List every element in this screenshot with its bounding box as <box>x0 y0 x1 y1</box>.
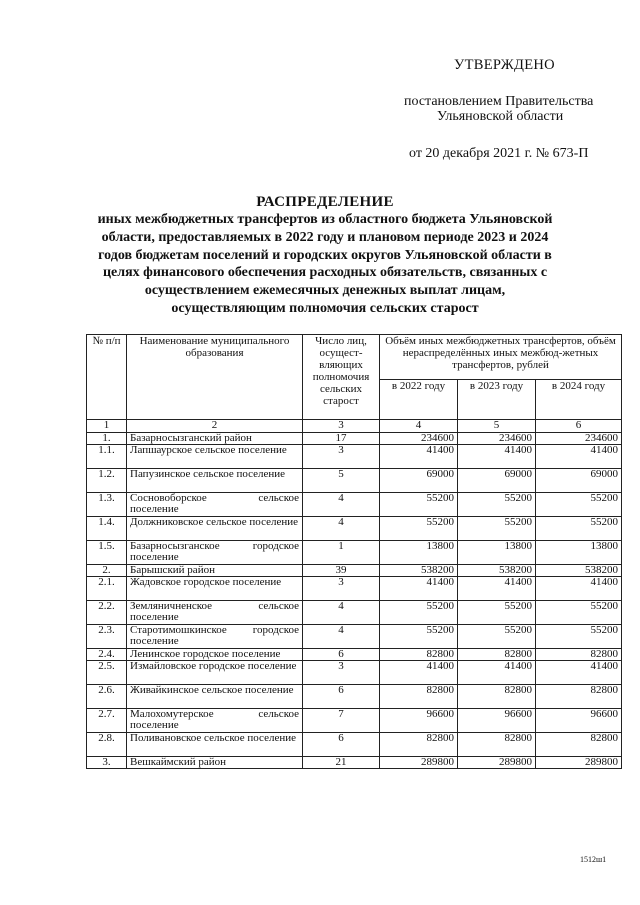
amount-2022: 41400 <box>380 445 458 469</box>
headman-count: 4 <box>303 601 380 625</box>
municipality-name: Барышский район <box>127 565 303 577</box>
municipality-name: Живайкинское сельское поселение <box>127 685 303 709</box>
amount-2022: 234600 <box>380 433 458 445</box>
headman-count: 3 <box>303 445 380 469</box>
table-row <box>87 757 622 769</box>
headman-count: 3 <box>303 577 380 601</box>
amount-2024: 55200 <box>536 517 622 541</box>
headman-count: 4 <box>303 517 380 541</box>
column-number: 1 <box>87 420 127 433</box>
headman-count: 1 <box>303 541 380 565</box>
amount-2022: 13800 <box>380 541 458 565</box>
amount-2024: 289800 <box>536 757 622 769</box>
headman-count: 6 <box>303 685 380 709</box>
municipality-name: Земляничненское сельское поселение <box>127 601 303 625</box>
municipality-name: Старотимошкинское городское поселение <box>127 625 303 649</box>
document-title <box>90 193 560 318</box>
amount-2023: 96600 <box>458 709 536 733</box>
row-number: 1.1. <box>87 445 127 469</box>
municipality-name: Базарносызганский район <box>127 433 303 445</box>
amount-2024: 41400 <box>536 445 622 469</box>
approval-line-1: постановлением Правительства <box>404 94 594 109</box>
table-row <box>87 493 622 517</box>
amount-2024: 96600 <box>536 709 622 733</box>
amount-2024: 55200 <box>536 625 622 649</box>
title-main: РАСПРЕДЕЛЕНИЕ <box>256 194 394 210</box>
amount-2024: 538200 <box>536 565 622 577</box>
table-row <box>87 433 622 445</box>
row-number: 1. <box>87 433 127 445</box>
headman-count: 39 <box>303 565 380 577</box>
headman-count: 21 <box>303 757 380 769</box>
header-volume: Объём иных межбюджетных трансфертов, объём нераспределённых иных межбюд-жетных трансфертов, рублей <box>380 335 622 380</box>
amount-2022: 82800 <box>380 649 458 661</box>
amount-2023: 82800 <box>458 733 536 757</box>
row-number: 2.5. <box>87 661 127 685</box>
footer-code: 1512ш1 <box>580 855 607 864</box>
header-count: Число лиц, осущест-вляющих полномочия сельских старост <box>303 335 380 420</box>
amount-2023: 55200 <box>458 625 536 649</box>
amount-2022: 55200 <box>380 493 458 517</box>
row-number: 1.5. <box>87 541 127 565</box>
row-number: 2.6. <box>87 685 127 709</box>
amount-2024: 41400 <box>536 661 622 685</box>
amount-2023: 234600 <box>458 433 536 445</box>
amount-2024: 55200 <box>536 493 622 517</box>
amount-2024: 13800 <box>536 541 622 565</box>
headman-count: 7 <box>303 709 380 733</box>
table-row <box>87 649 622 661</box>
amount-2024: 234600 <box>536 433 622 445</box>
amount-2022: 289800 <box>380 757 458 769</box>
amount-2022: 41400 <box>380 661 458 685</box>
title-subtitle: иных межбюджетных трансфертов из областного бюджета Ульяновской области, предоставляемых в 2022 году и плановом периоде 2023 и 2024 годов бюджетам поселений и городских округов Ульяновской области в целях финансового обеспечения расходных обязательств, связанных с осуществлением ежемесячных денежных выплат лицам, осуществляющим полномочия сельских старост <box>97 212 553 316</box>
header-year-2024: в 2024 году <box>536 380 622 420</box>
row-number: 2.4. <box>87 649 127 661</box>
municipality-name: Лапшаурское сельское поселение <box>127 445 303 469</box>
row-number: 3. <box>87 757 127 769</box>
amount-2023: 82800 <box>458 649 536 661</box>
table-row <box>87 565 622 577</box>
column-number: 5 <box>458 420 536 433</box>
header-year-2023: в 2023 году <box>458 380 536 420</box>
municipality-name: Сосновоборское сельское поселение <box>127 493 303 517</box>
column-number: 4 <box>380 420 458 433</box>
distribution-table <box>86 334 622 769</box>
amount-2022: 69000 <box>380 469 458 493</box>
table-row <box>87 445 622 469</box>
row-number: 1.3. <box>87 493 127 517</box>
header-num: № п/п <box>87 335 127 420</box>
table-row <box>87 661 622 685</box>
row-number: 1.2. <box>87 469 127 493</box>
municipality-name: Малохомутерское сельское поселение <box>127 709 303 733</box>
amount-2023: 13800 <box>458 541 536 565</box>
row-number: 2.8. <box>87 733 127 757</box>
table-row <box>87 709 622 733</box>
row-number: 2.2. <box>87 601 127 625</box>
amount-2022: 96600 <box>380 709 458 733</box>
amount-2023: 41400 <box>458 445 536 469</box>
amount-2024: 82800 <box>536 685 622 709</box>
table-row <box>87 733 622 757</box>
municipality-name: Жадовское городское поселение <box>127 577 303 601</box>
column-number: 6 <box>536 420 622 433</box>
municipality-name: Вешкаймский район <box>127 757 303 769</box>
municipality-name: Ленинское городское поселение <box>127 649 303 661</box>
column-number: 3 <box>303 420 380 433</box>
table-row <box>87 517 622 541</box>
headman-count: 5 <box>303 469 380 493</box>
headman-count: 4 <box>303 625 380 649</box>
amount-2022: 82800 <box>380 685 458 709</box>
table-row <box>87 685 622 709</box>
approval-status: УТВЕРЖДЕНО <box>454 57 555 73</box>
municipality-name: Папузинское сельское поселение <box>127 469 303 493</box>
row-number: 1.4. <box>87 517 127 541</box>
amount-2022: 82800 <box>380 733 458 757</box>
amount-2023: 55200 <box>458 493 536 517</box>
amount-2022: 55200 <box>380 625 458 649</box>
headman-count: 6 <box>303 733 380 757</box>
municipality-name: Поливановское сельское поселение <box>127 733 303 757</box>
table-row <box>87 541 622 565</box>
column-number-row <box>87 420 622 433</box>
table-row <box>87 625 622 649</box>
table-row <box>87 601 622 625</box>
municipality-name: Должниковское сельское поселение <box>127 517 303 541</box>
amount-2023: 41400 <box>458 577 536 601</box>
row-number: 2. <box>87 565 127 577</box>
amount-2023: 69000 <box>458 469 536 493</box>
amount-2024: 55200 <box>536 601 622 625</box>
municipality-name: Измайловское городское поселение <box>127 661 303 685</box>
headman-count: 6 <box>303 649 380 661</box>
amount-2024: 82800 <box>536 733 622 757</box>
column-number: 2 <box>127 420 303 433</box>
row-number: 2.7. <box>87 709 127 733</box>
headman-count: 3 <box>303 661 380 685</box>
amount-2023: 289800 <box>458 757 536 769</box>
municipality-name: Базарносызганское городское поселение <box>127 541 303 565</box>
amount-2023: 41400 <box>458 661 536 685</box>
amount-2023: 55200 <box>458 517 536 541</box>
amount-2023: 55200 <box>458 601 536 625</box>
amount-2024: 82800 <box>536 649 622 661</box>
amount-2024: 69000 <box>536 469 622 493</box>
row-number: 2.3. <box>87 625 127 649</box>
row-number: 2.1. <box>87 577 127 601</box>
amount-2024: 41400 <box>536 577 622 601</box>
approval-date-number: от 20 декабря 2021 г. № 673-П <box>409 146 589 161</box>
headman-count: 17 <box>303 433 380 445</box>
approval-line-2: Ульяновской области <box>437 109 564 124</box>
amount-2022: 41400 <box>380 577 458 601</box>
header-name: Наименование муниципального образования <box>127 335 303 420</box>
headman-count: 4 <box>303 493 380 517</box>
amount-2022: 55200 <box>380 601 458 625</box>
amount-2023: 82800 <box>458 685 536 709</box>
table-row <box>87 469 622 493</box>
amount-2022: 538200 <box>380 565 458 577</box>
amount-2023: 538200 <box>458 565 536 577</box>
amount-2022: 55200 <box>380 517 458 541</box>
table-row <box>87 577 622 601</box>
header-year-2022: в 2022 году <box>380 380 458 420</box>
